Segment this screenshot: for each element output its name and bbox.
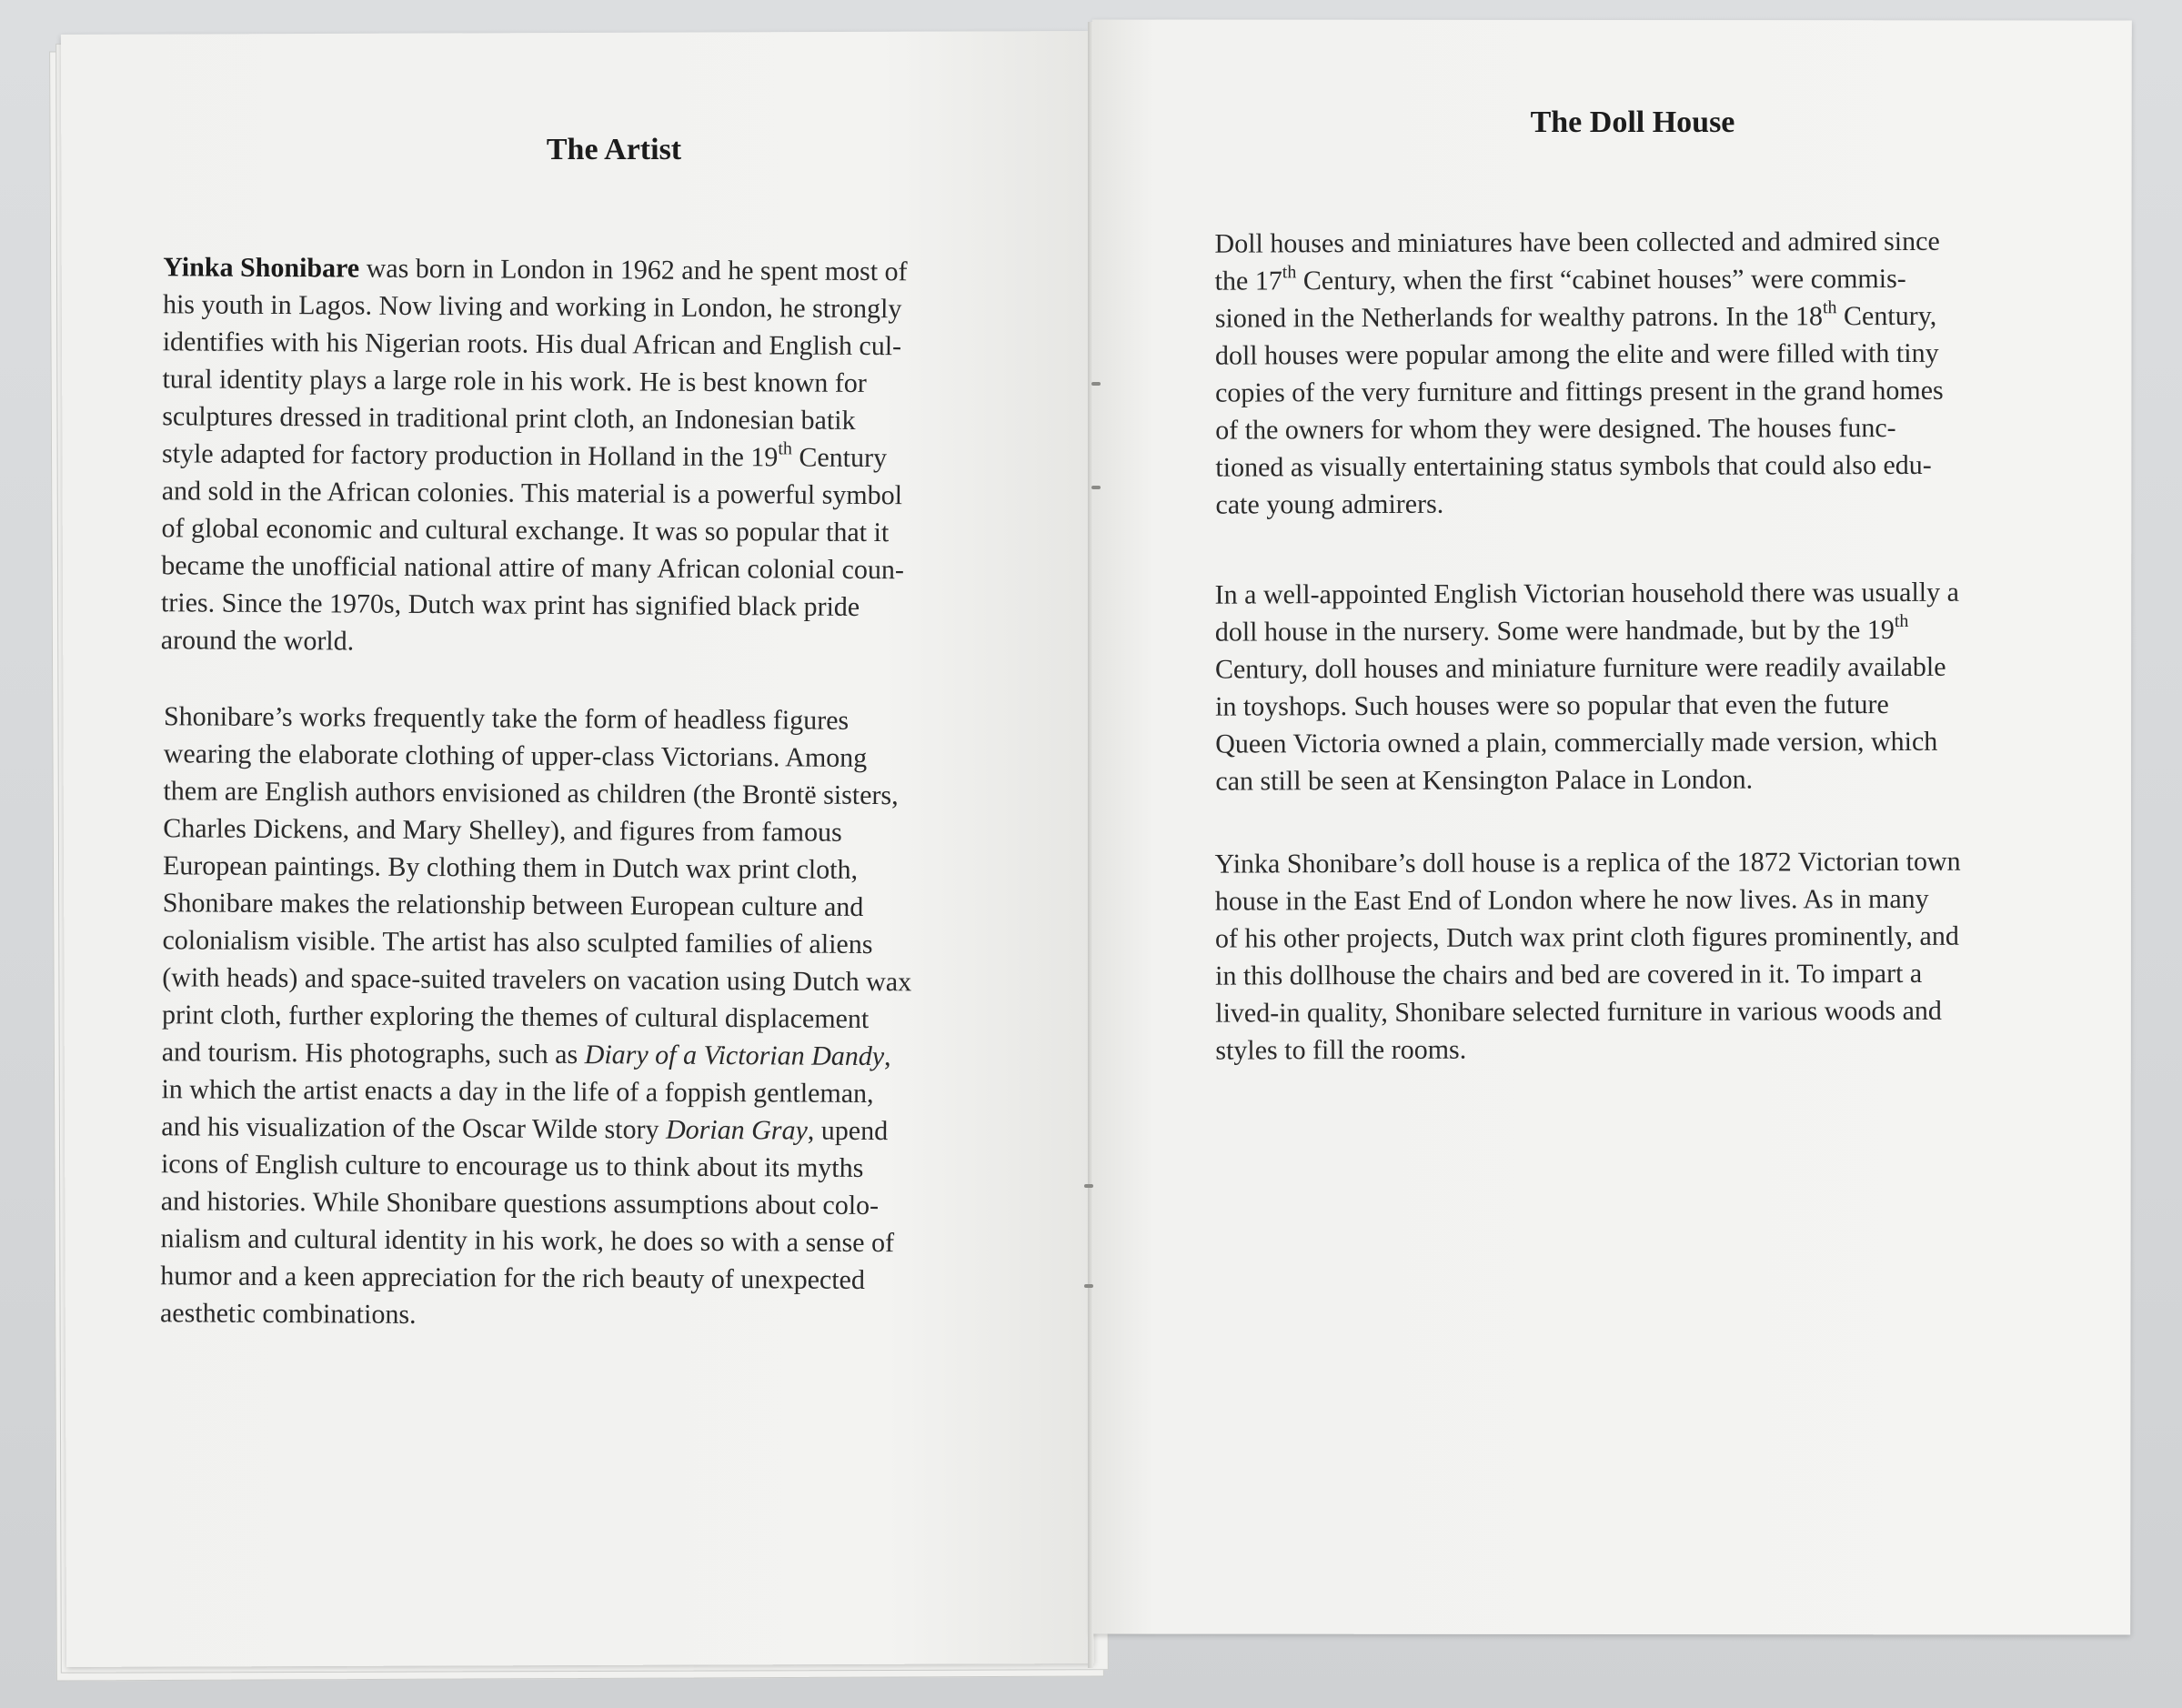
line-text: nialism and cultural identity in his work, he does so with a sense of [160,1223,895,1259]
text-line [1215,685,2052,725]
text-line [163,772,981,814]
line-text: in this dollhouse the chairs and bed are covered in it. To impart a [1215,958,1923,991]
line-text: Shonibare makes the relationship between European culture and [162,888,864,922]
line-text: doll house in the nursery. Some were handmade, but by the 19 [1214,614,1895,648]
line-text: and his visualization of the Oscar Wilde story [161,1111,667,1145]
line-text: of global economic and cultural exchange. It was so popular that it [161,513,890,548]
text-line [1215,371,2052,411]
line-text: them are English authors envisioned as children (the Brontë sisters, [163,776,899,811]
text-line [163,847,981,889]
line-text: Century, doll houses and miniature furniture were readily available [1214,651,1946,685]
artist-name: Yinka Shonibare [163,252,360,284]
line-text: can still be seen at Kensington Palace in London. [1215,764,1754,797]
line-text-continued: Century [791,442,888,474]
line-text: house in the East End of London where he now lives. As in many [1214,883,1929,917]
line-text: tries. Since the 1970s, Dutch wax print has signified black pride [160,588,860,622]
text-line [162,397,980,439]
text-line [162,360,980,402]
line-text: Queen Victoria owned a plain, commercially made version, which [1215,726,1938,759]
line-text: and sold in the African colonies. This material is a powerful symbol [161,476,903,511]
text-line [163,286,981,327]
text-line [162,435,980,477]
text-line [1215,408,2052,448]
text-line [164,735,982,777]
line-text: colonialism visible. The artist has also sculpted families of aliens [162,925,873,960]
text-line [162,959,980,1000]
line-text: wearing the elaborate clothing of upper-class Victorians. Among [163,738,868,773]
line-text: Charles Dickens, and Mary Shelley), and figures from famous [163,813,842,848]
text-line [161,1182,980,1224]
line-text: lived-in quality, Shonibare selected furniture in various woods and [1215,995,1942,1029]
line-text: aesthetic combinations. [159,1298,417,1330]
line-text: of his other projects, Dutch wax print cloth figures prominently, and [1214,920,1959,954]
text-line [161,1070,980,1112]
artist-heading: The Artist [546,133,682,166]
text-line [1215,879,2052,919]
ordinal-suffix: th [778,438,793,459]
binding-stitch [1084,1184,1093,1188]
text-line [161,1108,980,1150]
line-text: doll houses were popular among the elite and were filled with tiny [1214,337,1939,371]
booklet-spine [1088,22,1093,1668]
text-line [160,1257,979,1299]
text-line [1215,842,2052,882]
binding-stitch [1091,486,1101,489]
doll-house-paragraph-3 [1215,842,2053,1069]
line-text: the 17 [1214,266,1282,296]
line-text: in which the artist enacts a day in the life of a foppish gentleman, [161,1074,874,1110]
line-text: cate young admirers. [1215,488,1444,520]
text-line [1215,259,2052,299]
work-title: Dorian Gray [665,1114,808,1146]
line-text-continued: Century, [1836,300,1937,332]
text-line [163,884,981,926]
text-line [1215,954,2052,994]
line-text-continued: Century, when the first “cabinet houses” were commis- [1296,263,1906,296]
artist-paragraph-2 [160,698,982,1336]
line-text: of the owners for whom they were designed. The houses func- [1215,412,1896,446]
text-line [1215,446,2052,486]
binding-stitch [1091,382,1101,386]
text-line [1215,334,2052,374]
ordinal-suffix: th [1822,297,1837,318]
text-line [162,996,980,1038]
text-line [161,1145,980,1187]
text-line [161,621,980,663]
text-line [163,323,981,365]
line-text: copies of the very furniture and fittings present in the grand homes [1215,375,1944,408]
line-text: Yinka Shonibare’s doll house is a replica of the 1872 Victorian town [1214,846,1961,879]
ordinal-suffix: th [1894,610,1909,631]
text-line [1215,296,2052,337]
line-text: (with heads) and space-suited travelers on vacation using Dutch wax [162,962,912,998]
doll-house-paragraph-2 [1215,573,2053,799]
text-line [1215,648,2052,688]
line-text: became the unofficial national attire of many African colonial coun- [161,550,904,586]
text-line [161,584,980,626]
text-line [1215,1029,2052,1069]
line-text: around the world. [160,625,355,657]
doll-house-paragraph-1 [1214,222,2052,523]
text-line [163,248,981,290]
text-line [161,547,980,588]
line-text: European paintings. By clothing them in Dutch wax print cloth, [162,850,859,885]
doll-house-heading: The Doll House [1530,105,1735,139]
text-line [1214,222,2051,262]
line-text: humor and a keen appreciation for the rich beauty of unexpected [160,1261,866,1295]
text-line [163,809,981,851]
line-text: and tourism. His photographs, such as [161,1037,585,1070]
text-line [160,1220,979,1261]
work-title: Diary of a Victorian Dandy [584,1040,885,1072]
text-line [164,698,982,739]
text-line [1215,573,2052,613]
line-text: sioned in the Netherlands for wealthy patrons. In the 18 [1214,301,1824,334]
line-text: tural identity plays a large role in his work. He is best known for [162,364,867,398]
text-line [162,921,980,963]
line-text: print cloth, further exploring the themes of cultural displacement [161,1000,870,1034]
text-line [1215,610,2052,650]
line-text-continued: , [884,1041,891,1072]
line-text: his youth in Lagos. Now living and working in London, he strongly [162,289,902,325]
artist-paragraph-1 [161,248,982,663]
line-text: in toyshops. Such houses were so popular that even the future [1215,689,1889,722]
text-line [160,1294,979,1336]
binding-stitch [1084,1284,1093,1288]
line-text: was born in London in 1962 and he spent most of [359,253,908,287]
text-line [162,1033,980,1075]
text-line [161,509,980,551]
line-text: styles to fill the rooms. [1215,1034,1467,1066]
text-line [1215,991,2052,1031]
line-text: In a well-appointed English Victorian household there was usually a [1214,577,1959,610]
line-text: Doll houses and miniatures have been collected and admired since [1214,226,1940,259]
line-text: tioned as visually entertaining status symbols that could also edu- [1215,449,1932,483]
text-line [1215,917,2052,957]
text-line [1215,722,2052,762]
line-text-continued: , upend [807,1115,889,1147]
text-line [162,472,980,514]
line-text: icons of English culture to encourage us to think about its myths [160,1149,864,1183]
text-line [1215,483,2052,523]
line-text: and histories. While Shonibare questions assumptions about colo- [160,1186,880,1221]
line-text: Shonibare’s works frequently take the form of headless figures [163,701,850,736]
text-line [1215,759,2052,799]
ordinal-suffix: th [1282,262,1297,283]
line-text: style adapted for factory production in Holland in the 19 [161,438,779,473]
line-text: sculptures dressed in traditional print cloth, an Indonesian batik [162,401,856,436]
line-text: identifies with his Nigerian roots. His dual African and English cul- [162,327,902,362]
